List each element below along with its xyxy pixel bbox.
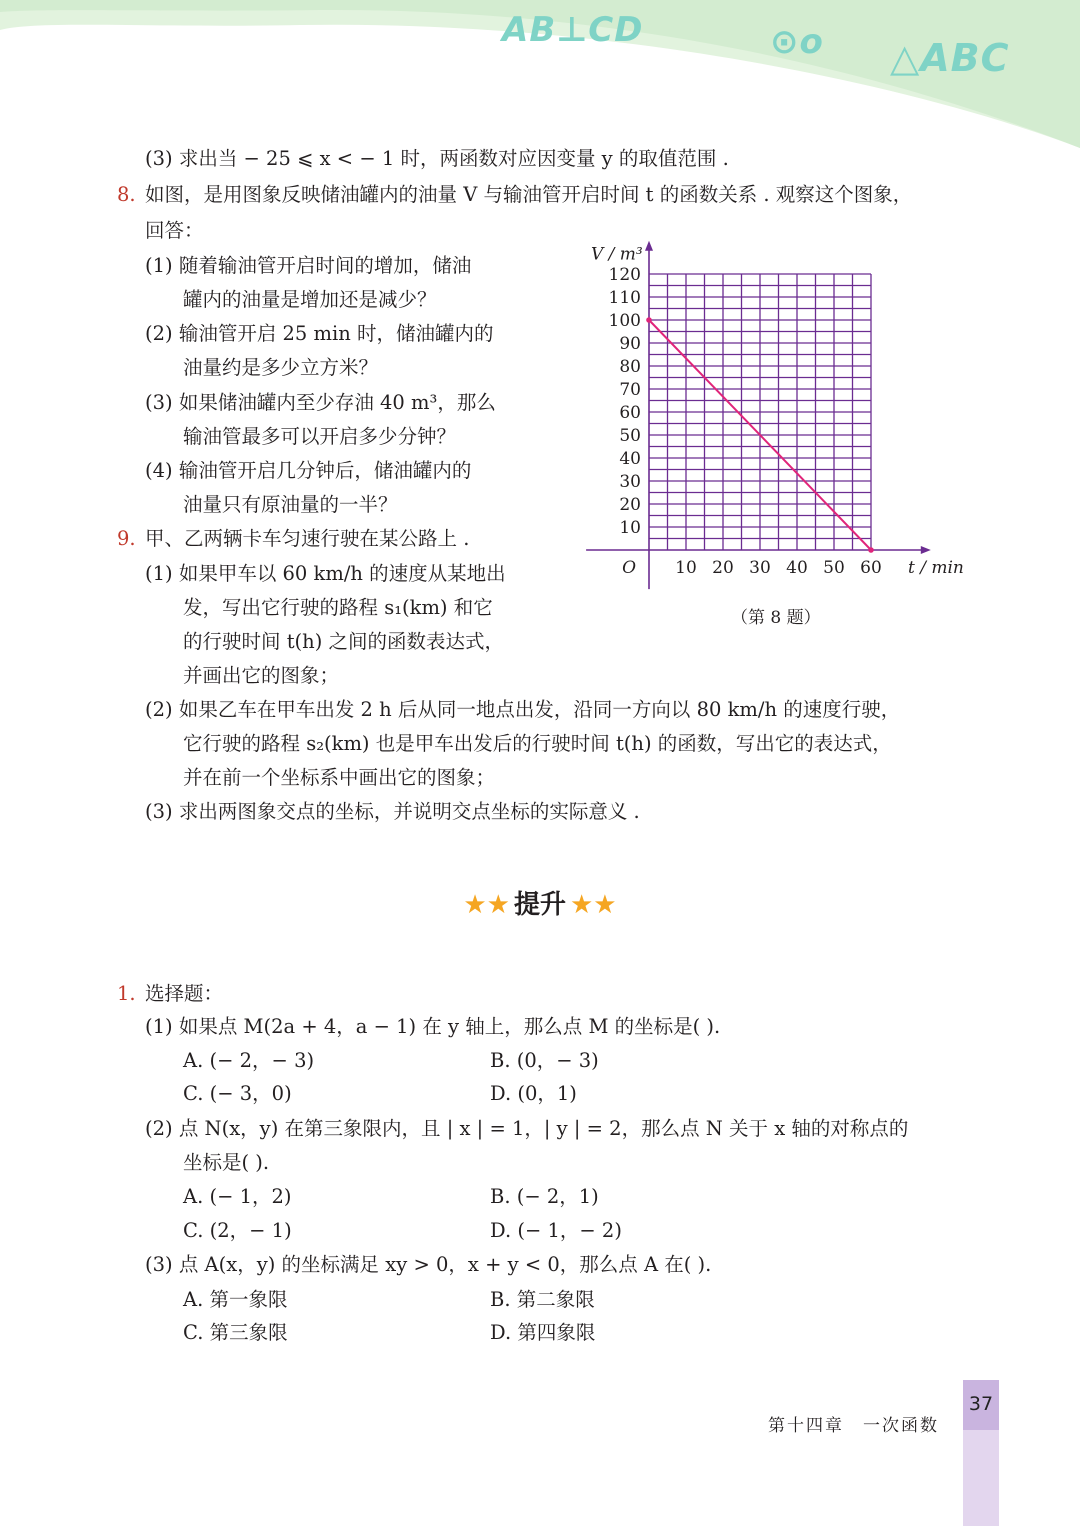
y-axis-arrow <box>645 241 653 251</box>
ex1-q1-option-c: C. (− 3，0) <box>183 1082 292 1105</box>
y-tick-label: 30 <box>619 472 641 492</box>
p8-q3-line1: (3) 如果储油罐内至少存油 40 m³，那么 <box>145 391 496 414</box>
y-tick-label: 20 <box>619 495 641 515</box>
p8-figure-caption: （第 8 题） <box>731 608 821 628</box>
x-tick-label: 30 <box>749 558 771 578</box>
y-tick-label: 60 <box>619 403 641 423</box>
ex1-stem: 选择题： <box>145 982 224 1005</box>
y-tick-label: 80 <box>619 357 641 377</box>
p8-stem-line1: 如图，是用图象反映储油罐内的油量 V 与输油管开启时间 t 的函数关系 . 观察这个图象， <box>145 183 913 206</box>
header-deco-triangle: △ABC <box>890 36 1010 80</box>
origin-label: O <box>622 558 636 578</box>
section-title <box>0 884 1080 921</box>
ex1-q3-option-d: D. 第四象限 <box>490 1321 596 1344</box>
p9-part1-line2: 发，写出它行驶的路程 s₁(km) 和它 <box>183 596 493 619</box>
p9-part1-line3: 的行驶时间 t(h) 之间的函数表达式， <box>183 630 505 653</box>
ex1-q2-line1: (2) 点 N(x，y) 在第三象限内，且 | x | = 1，| y | = 2，那么点 N 关于 x 轴的对称点的 <box>145 1117 909 1140</box>
x-tick-label: 20 <box>712 558 734 578</box>
p8-q4-line1: (4) 输油管开启几分钟后，储油罐内的 <box>145 459 472 482</box>
p9-number: 9. <box>117 527 136 550</box>
page-tab <box>963 1380 999 1526</box>
p8-q1-line2: 罐内的油量是增加还是减少？ <box>183 288 437 311</box>
p8-q3-line2: 输油管最多可以开启多少分钟？ <box>183 425 457 448</box>
ex1-q1: (1) 如果点 M(2a + 4，a − 1) 在 y 轴上，那么点 M 的坐标是( ). <box>145 1015 721 1038</box>
p8-number: 8. <box>117 183 136 206</box>
series-point <box>646 317 652 323</box>
ex1-q1-option-d: D. (0，1) <box>490 1082 577 1105</box>
x-tick-label: 60 <box>860 558 882 578</box>
y-tick-label: 70 <box>619 380 641 400</box>
section-title-text: 提升 <box>513 890 566 920</box>
y-tick-label: 110 <box>608 288 641 308</box>
ex1-q1-option-b: B. (0，− 3) <box>490 1049 599 1072</box>
p9-part3: (3) 求出两图象交点的坐标，并说明交点坐标的实际意义 . <box>145 800 640 823</box>
y-tick-label: 50 <box>619 426 641 446</box>
y-tick-label: 40 <box>619 449 641 469</box>
ex1-q3-option-a: A. 第一象限 <box>183 1288 288 1311</box>
p9-part2-line1: (2) 如果乙车在甲车出发 2 h 后从同一地点出发，沿同一方向以 80 km/h 的速度行驶， <box>145 698 901 721</box>
y-tick-label: 120 <box>608 265 641 285</box>
series-point <box>868 547 874 553</box>
page-number: 37 <box>963 1380 999 1430</box>
p9-stem: 甲、乙两辆卡车匀速行驶在某公路上 . <box>145 527 470 550</box>
y-tick-label: 100 <box>608 311 641 331</box>
p9-part2-line3: 并在前一个坐标系中画出它的图象； <box>183 766 496 789</box>
ex1-q2-option-c: C. (2，− 1) <box>183 1219 292 1242</box>
star-icon: ★★ <box>463 890 510 920</box>
ex1-q3-option-c: C. 第三象限 <box>183 1321 288 1344</box>
oil-volume-chart <box>570 225 970 605</box>
p9-part1-line4: 并画出它的图象； <box>183 664 340 687</box>
ex1-q1-option-a: A. (− 2，− 3) <box>183 1049 315 1072</box>
x-tick-label: 10 <box>675 558 697 578</box>
p8-q4-line2: 油量只有原油量的一半？ <box>183 493 398 516</box>
ex1-q3-option-b: B. 第二象限 <box>490 1288 595 1311</box>
chapter-label: 第十四章 一次函数 <box>768 1416 939 1436</box>
y-axis-label: V / m³ <box>591 244 643 265</box>
x-tick-label: 40 <box>786 558 808 578</box>
x-tick-label: 50 <box>823 558 845 578</box>
y-tick-label: 10 <box>619 518 641 538</box>
p9-part2-line2: 它行驶的路程 s₂(km) 也是甲车出发后的行驶时间 t(h) 的函数，写出它的表达式， <box>183 732 892 755</box>
ex1-q2-option-b: B. (− 2，1) <box>490 1185 599 1208</box>
x-axis-arrow <box>921 546 931 554</box>
p8-q2-line1: (2) 输油管开启 25 min 时，储油罐内的 <box>145 322 494 345</box>
p8-q2-line2: 油量约是多少立方米？ <box>183 356 379 379</box>
header-deco-perpendicular: AB⊥CD <box>502 10 644 50</box>
x-axis-label: t / min <box>908 558 964 578</box>
p8-stem-line2: 回答： <box>145 219 204 242</box>
ex1-q2-line2: 坐标是( ). <box>183 1151 270 1174</box>
star-icon: ★★ <box>570 890 617 920</box>
p9-part1-line1: (1) 如果甲车以 60 km/h 的速度从某地出 <box>145 562 506 585</box>
y-tick-label: 90 <box>619 334 641 354</box>
p7-part3: (3) 求出当 − 25 ⩽ x < − 1 时，两函数对应因变量 y 的取值范围 . <box>145 147 729 170</box>
ex1-q2-option-a: A. (− 1，2) <box>183 1185 292 1208</box>
header-deco-circle: ⊙o <box>770 22 824 62</box>
p8-q1-line1: (1) 随着输油管开启时间的增加，储油 <box>145 254 472 277</box>
ex1-q2-option-d: D. (− 1，− 2) <box>490 1219 622 1242</box>
ex1-number: 1. <box>117 982 136 1005</box>
ex1-q3: (3) 点 A(x，y) 的坐标满足 xy > 0，x + y < 0，那么点 A 在( ). <box>145 1253 712 1276</box>
